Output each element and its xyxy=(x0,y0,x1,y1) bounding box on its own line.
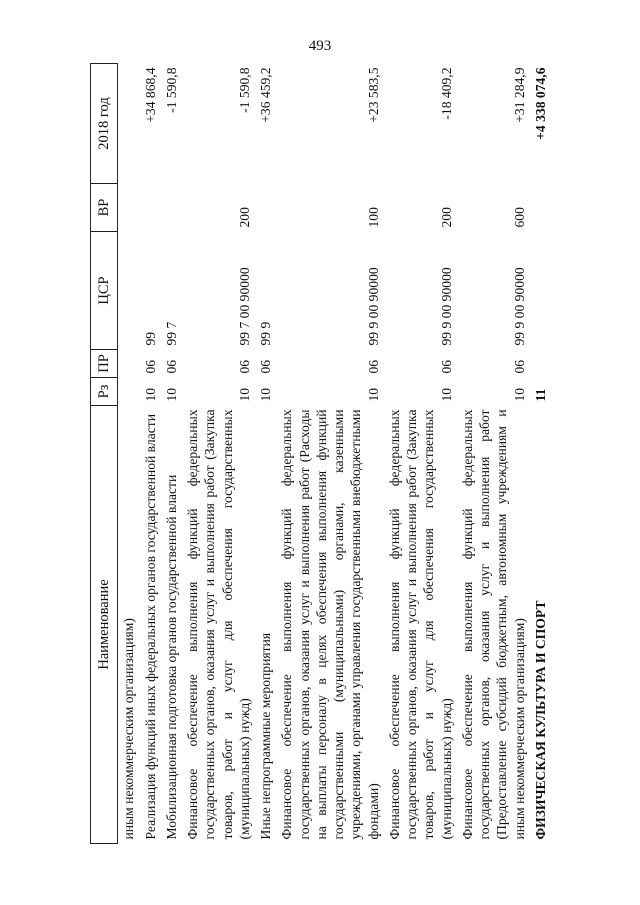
row-csr: 99 9 xyxy=(258,321,274,346)
row-name: Финансовое обеспечение выполнения функций федеральных государственных органов, оказания услуг и выполнения работ (Предоставление субсидий бюджетным, автономным учреждениям и иным некоммерческим организациям) xyxy=(459,409,527,840)
row-csr xyxy=(118,232,140,350)
table-row xyxy=(255,64,276,844)
row-rz: 10 xyxy=(236,387,252,402)
header-year: 2018 год xyxy=(91,64,118,184)
row-rz: 10 xyxy=(365,387,381,402)
row-vr xyxy=(255,184,276,232)
row-csr xyxy=(530,232,551,350)
header-pr: ПР xyxy=(91,350,118,378)
row-rz: 10 xyxy=(142,387,158,402)
row-name: Мобилизационная подготовка органов государственной власти xyxy=(163,474,179,840)
row-csr: 99 9 00 90000 xyxy=(365,267,381,346)
row-value: +34 868,4 xyxy=(142,67,158,123)
table-row xyxy=(530,64,551,844)
row-vr xyxy=(118,184,140,232)
row-vr: 200 xyxy=(236,207,252,228)
table-row xyxy=(384,64,457,844)
row-name: ФИЗИЧЕСКАЯ КУЛЬТУРА И СПОРТ xyxy=(532,600,548,840)
row-vr xyxy=(140,184,161,232)
row-rz: 10 xyxy=(163,387,179,402)
row-csr: 99 xyxy=(142,331,158,346)
row-value: -18 409,2 xyxy=(438,67,454,120)
row-vr xyxy=(161,184,182,232)
header-name: Наименование xyxy=(91,406,118,844)
table-row xyxy=(182,64,255,844)
row-name: Финансовое обеспечение выполнения функций федеральных государственных органов, оказания услуг и выполнения работ (Расходы на выплаты персоналу в целях обеспечения выполнения функций государственными (муниципальными) органами, казенными учреждениями, органами управления государственными внебюджетными фондами) xyxy=(279,409,381,840)
rotated-budget-table-container xyxy=(90,64,575,844)
row-vr: 100 xyxy=(365,207,381,228)
table-row xyxy=(140,64,161,844)
row-vr: 600 xyxy=(511,207,527,228)
row-rz: 10 xyxy=(511,387,527,402)
row-pr: 06 xyxy=(438,359,454,374)
table-body xyxy=(118,64,551,844)
row-rz xyxy=(118,378,140,406)
row-rz: 10 xyxy=(438,387,454,402)
row-csr: 99 7 00 90000 xyxy=(236,267,252,346)
row-csr: 99 7 xyxy=(163,321,179,346)
row-pr: 06 xyxy=(511,359,527,374)
row-value xyxy=(118,64,140,184)
row-csr: 99 9 00 90000 xyxy=(438,267,454,346)
row-pr xyxy=(530,350,551,378)
row-value: +23 583,5 xyxy=(365,67,381,123)
row-pr: 06 xyxy=(365,359,381,374)
header-csr: ЦСР xyxy=(91,232,118,350)
row-rz: 11 xyxy=(532,388,548,402)
table-row xyxy=(118,64,140,844)
table-row xyxy=(276,64,384,844)
row-pr: 06 xyxy=(258,359,274,374)
row-name: Финансовое обеспечение выполнения функций федеральных государственных органов, оказания услуг и выполнения работ (Закупка товаров, работ и услуг для обеспечения государственных (муниципальных) нужд) xyxy=(386,409,454,840)
row-pr xyxy=(118,350,140,378)
budget-table xyxy=(90,63,551,844)
row-vr xyxy=(530,184,551,232)
row-vr: 200 xyxy=(438,207,454,228)
page-number: 493 xyxy=(308,38,332,54)
row-csr: 99 9 00 90000 xyxy=(511,267,527,346)
table-row xyxy=(161,64,182,844)
row-pr: 06 xyxy=(142,359,158,374)
row-pr: 06 xyxy=(163,359,179,374)
table-row xyxy=(457,64,530,844)
row-name: иным некоммерческим организациям) xyxy=(121,618,137,840)
row-name: Иные непрограммные мероприятия xyxy=(258,632,274,840)
row-value: -1 590,8 xyxy=(163,67,179,113)
row-value: +36 459,2 xyxy=(258,67,274,123)
row-value: +4 338 074,6 xyxy=(532,67,548,140)
row-name: Реализация функций иных федеральных органов государственной власти xyxy=(142,414,158,840)
header-rz: Рз xyxy=(91,378,118,406)
row-pr: 06 xyxy=(236,359,252,374)
header-vr: ВР xyxy=(91,184,118,232)
row-value: -1 590,8 xyxy=(236,67,252,113)
row-rz: 10 xyxy=(258,387,274,402)
table-header-row xyxy=(91,64,118,844)
row-name: Финансовое обеспечение выполнения функций федеральных государственных органов, оказания услуг и выполнения работ (Закупка товаров, работ и услуг для обеспечения государственных (муниципальных) нужд) xyxy=(185,409,252,840)
row-value: +31 284,9 xyxy=(511,67,527,123)
